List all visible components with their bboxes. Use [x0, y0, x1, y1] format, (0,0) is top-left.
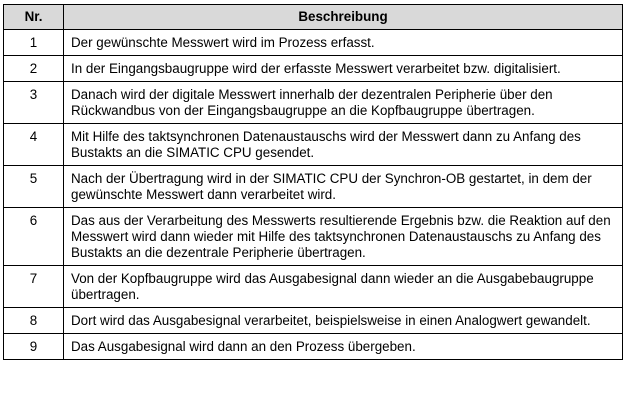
row-number: 6: [4, 208, 64, 266]
table-row: [4, 266, 623, 308]
table-row: [4, 166, 623, 208]
header-description: Beschreibung: [64, 5, 623, 30]
row-number: 7: [4, 266, 64, 308]
row-number: 5: [4, 166, 64, 208]
table-row: [4, 30, 623, 56]
table-row: [4, 308, 623, 334]
row-description: Danach wird der digitale Messwert innerhalb der dezentralen Peripherie über den Rückwandbus von der Eingangsbaugruppe an die Kopfbaugruppe übertragen.: [64, 82, 623, 124]
table-row: [4, 82, 623, 124]
row-description: Mit Hilfe des taktsynchronen Datenaustauschs wird der Messwert dann zu Anfang des Bustakts an die SIMATIC CPU gesendet.: [64, 124, 623, 166]
table-row: [4, 334, 623, 360]
header-nr: Nr.: [4, 5, 64, 30]
row-number: 3: [4, 82, 64, 124]
table-row: [4, 56, 623, 82]
row-number: 4: [4, 124, 64, 166]
table-row: [4, 124, 623, 166]
row-description: In der Eingangsbaugruppe wird der erfasste Messwert verarbeitet bzw. digitalisiert.: [64, 56, 623, 82]
table-row: [4, 208, 623, 266]
description-table-container: [3, 4, 622, 360]
row-number: 9: [4, 334, 64, 360]
row-description: Das Ausgabesignal wird dann an den Prozess übergeben.: [64, 334, 623, 360]
row-number: 2: [4, 56, 64, 82]
row-number: 8: [4, 308, 64, 334]
table-header-row: [4, 5, 623, 30]
row-description: Nach der Übertragung wird in der SIMATIC CPU der Synchron-OB gestartet, in dem der gewünschte Messwert dann verarbeitet wird.: [64, 166, 623, 208]
description-table: [3, 4, 623, 360]
row-description: Dort wird das Ausgabesignal verarbeitet, beispielsweise in einen Analogwert gewandelt.: [64, 308, 623, 334]
row-number: 1: [4, 30, 64, 56]
row-description: Das aus der Verarbeitung des Messwerts resultierende Ergebnis bzw. die Reaktion auf den Messwert wird dann wieder mit Hilfe des taktsynchronen Datenaustauschs zu Anfang des Bustakts an die dezentrale Peripherie übertragen.: [64, 208, 623, 266]
row-description: Der gewünschte Messwert wird im Prozess erfasst.: [64, 30, 623, 56]
row-description: Von der Kopfbaugruppe wird das Ausgabesignal dann wieder an die Ausgabebaugruppe übertragen.: [64, 266, 623, 308]
